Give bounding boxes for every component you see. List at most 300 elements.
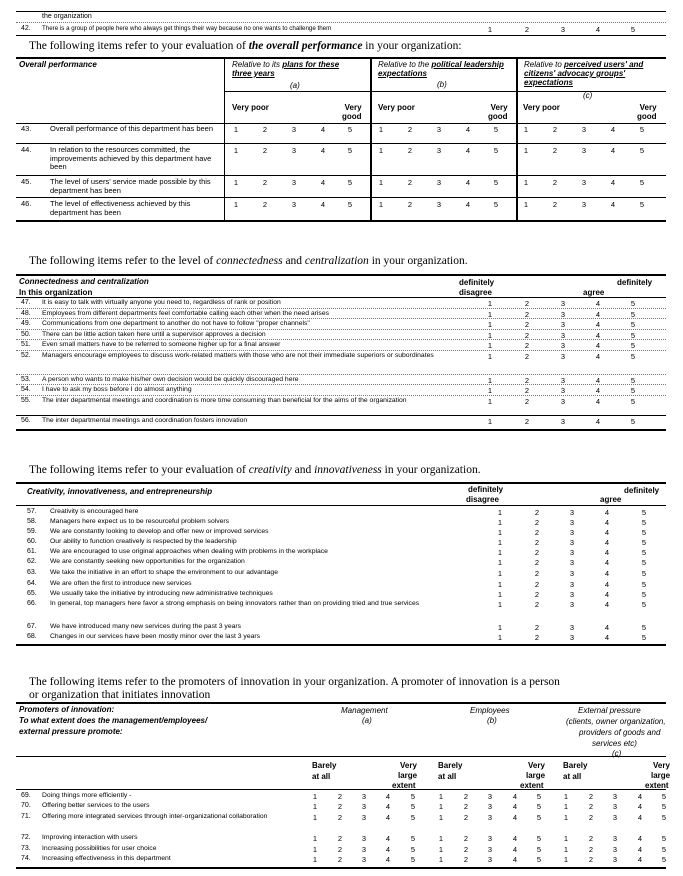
scale-option: 4 xyxy=(512,855,518,864)
scale-low-label: Very poor xyxy=(523,103,560,112)
scale-option: 2 xyxy=(524,310,530,319)
item-text: In general, top managers here favor a strong emphasis on being innovators rather than on providing tried and true services xyxy=(50,600,420,607)
section-subtitle: In this organization xyxy=(19,288,93,297)
scale-option: 5 xyxy=(410,855,416,864)
row-divider xyxy=(16,350,666,351)
row-divider xyxy=(16,339,666,340)
scale-option: 3 xyxy=(291,146,297,155)
scale-option: 5 xyxy=(661,855,667,864)
scale-option: 3 xyxy=(487,845,493,854)
scale-option: 3 xyxy=(436,178,442,187)
scale-option: 4 xyxy=(637,802,643,811)
scale-option: 3 xyxy=(569,518,575,527)
scale-option: 1 xyxy=(523,178,529,187)
section-title: Connectedness and centralization xyxy=(19,277,149,286)
scale-option: 5 xyxy=(630,352,636,361)
scale-option: 3 xyxy=(569,600,575,609)
scale-option: 1 xyxy=(487,310,493,319)
scale-option: 1 xyxy=(312,845,318,854)
scale-option: 2 xyxy=(524,320,530,329)
scale-option: 3 xyxy=(487,792,493,801)
section-title: Promoters of innovation: xyxy=(19,705,115,714)
item-number: 74. xyxy=(21,855,31,862)
item-number: 62. xyxy=(27,558,37,565)
scale-option: 4 xyxy=(604,633,610,642)
scale-option: 4 xyxy=(512,802,518,811)
scale-option: 1 xyxy=(563,834,569,843)
scale-option: 1 xyxy=(312,792,318,801)
table-bottom-rule xyxy=(16,429,666,431)
scale-option: 3 xyxy=(569,590,575,599)
item-text: A person who wants to make his/her own decision would be quickly discouraged here xyxy=(42,376,299,383)
item-text: Offering more integrated services through inter-organizational collaboration xyxy=(42,813,268,820)
scale-option: 5 xyxy=(630,417,636,426)
section-intro: The following items refer to the level of connectedness and centralization in your organization. xyxy=(29,255,468,267)
scale-high-label: Very good xyxy=(342,103,362,121)
scale-option: 4 xyxy=(637,845,643,854)
scale-option: 5 xyxy=(641,518,647,527)
scale-low-label: disagree xyxy=(466,495,499,504)
scale-high-label: large xyxy=(651,771,671,780)
scale-option: 3 xyxy=(436,125,442,134)
scale-option: 5 xyxy=(661,845,667,854)
scale-option: 5 xyxy=(410,802,416,811)
scale-option: 2 xyxy=(463,792,469,801)
item-text: We have introduced many new services during the past 3 years xyxy=(50,623,242,630)
scale-option: 2 xyxy=(337,792,343,801)
scale-option: 3 xyxy=(581,146,587,155)
scale-option: 5 xyxy=(661,792,667,801)
column-c-header: providers of goods and xyxy=(579,728,661,737)
scale-option: 5 xyxy=(661,834,667,843)
item-number: 61. xyxy=(27,548,37,555)
scale-option: 2 xyxy=(337,855,343,864)
item-text: There can be little action taken here until a supervisor approves a decision xyxy=(42,331,266,338)
scale-option: 5 xyxy=(536,802,542,811)
scale-option: 1 xyxy=(487,320,493,329)
scale-high-label: Very xyxy=(528,761,545,770)
scale-option: 4 xyxy=(595,376,601,385)
item-text: The level of effectiveness achieved by this department has been xyxy=(50,199,191,217)
scale-option: 4 xyxy=(637,813,643,822)
item-number: 58. xyxy=(27,518,37,525)
scale-option: 3 xyxy=(291,125,297,134)
row-divider xyxy=(16,175,666,176)
scale-option: 2 xyxy=(262,200,268,209)
scale-option: 4 xyxy=(385,834,391,843)
scale-option: 3 xyxy=(487,802,493,811)
scale-option: 3 xyxy=(569,580,575,589)
item-number: 59. xyxy=(27,528,37,535)
scale-option: 1 xyxy=(497,538,503,547)
scale-option: 2 xyxy=(534,538,540,547)
scale-option: 5 xyxy=(630,310,636,319)
scale-option: 4 xyxy=(604,528,610,537)
scale-option: 4 xyxy=(465,146,471,155)
item-number: 48. xyxy=(21,310,31,317)
scale-option: 1 xyxy=(497,518,503,527)
scale-option: 5 xyxy=(493,125,499,134)
row-divider xyxy=(16,384,666,385)
item-text: Even small matters have to be referred to someone higher up for a final answer xyxy=(42,341,281,348)
scale-option: 3 xyxy=(560,299,566,308)
scale-option: 1 xyxy=(487,352,493,361)
scale-option: 1 xyxy=(312,802,318,811)
scale-option: 1 xyxy=(438,813,444,822)
scale-option: 5 xyxy=(639,125,645,134)
scale-option: 4 xyxy=(595,331,601,340)
item-number: 51. xyxy=(21,341,31,348)
row-divider xyxy=(16,395,666,396)
item-text: Overall performance of this department has been xyxy=(50,124,214,133)
scale-option: 3 xyxy=(560,310,566,319)
scale-option: 2 xyxy=(524,352,530,361)
scale-option: 1 xyxy=(312,855,318,864)
item-text: I have to ask my boss before I do almost anything xyxy=(42,386,192,393)
scale-option: 5 xyxy=(630,376,636,385)
scale-option: 2 xyxy=(534,548,540,557)
scale-option: 4 xyxy=(595,417,601,426)
scale-option: 5 xyxy=(410,792,416,801)
item-number: 64. xyxy=(27,580,37,587)
item-number: 70. xyxy=(21,802,31,809)
scale-option: 2 xyxy=(534,528,540,537)
item-text: Our ability to function creatively is respected by the leadership xyxy=(50,538,237,545)
scale-option: 2 xyxy=(337,813,343,822)
item-text: Increasing effectiveness in this department xyxy=(42,855,171,862)
item-number: 56. xyxy=(21,417,31,424)
scale-option: 5 xyxy=(630,25,636,34)
item-text: We take the initiative in an effort to shape the environment to our advantage xyxy=(50,569,278,576)
scale-option: 1 xyxy=(563,855,569,864)
section-intro: The following items refer to your evaluation of creativity and innovativeness in your organization. xyxy=(29,464,481,476)
scale-option: 2 xyxy=(534,623,540,632)
scale-option: 1 xyxy=(497,600,503,609)
scale-option: 4 xyxy=(595,299,601,308)
column-b-letter: (b) xyxy=(437,80,447,89)
scale-option: 4 xyxy=(604,508,610,517)
scale-option: 4 xyxy=(595,352,601,361)
scale-option: 1 xyxy=(378,125,384,134)
scale-low-label: Barely xyxy=(312,761,337,770)
scale-option: 2 xyxy=(534,558,540,567)
scale-option: 4 xyxy=(604,590,610,599)
scale-option: 3 xyxy=(569,508,575,517)
scale-option: 4 xyxy=(465,125,471,134)
row-divider xyxy=(16,35,666,36)
scale-option: 1 xyxy=(438,845,444,854)
scale-option: 1 xyxy=(523,146,529,155)
scale-option: 2 xyxy=(534,569,540,578)
row-divider xyxy=(16,329,666,330)
scale-option: 2 xyxy=(534,508,540,517)
scale-option: 4 xyxy=(595,25,601,34)
scale-high-label: Very good xyxy=(637,103,657,121)
scale-option: 1 xyxy=(438,855,444,864)
item-number: 68. xyxy=(27,633,37,640)
scale-option: 4 xyxy=(595,341,601,350)
header-rule xyxy=(16,789,666,790)
scale-option: 3 xyxy=(612,855,618,864)
scale-option: 3 xyxy=(487,855,493,864)
scale-option: 4 xyxy=(604,600,610,609)
scale-option: 1 xyxy=(563,813,569,822)
scale-option: 5 xyxy=(630,299,636,308)
scale-option: 4 xyxy=(465,200,471,209)
section-intro: The following items refer to your evaluation of the overall performance in your organization: xyxy=(29,40,462,52)
scale-option: 1 xyxy=(497,548,503,557)
scale-option: 3 xyxy=(361,792,367,801)
scale-option: 1 xyxy=(438,802,444,811)
scale-option: 2 xyxy=(262,146,268,155)
table-bottom-rule xyxy=(16,220,666,222)
scale-option: 5 xyxy=(347,125,353,134)
column-a-header: Management xyxy=(341,706,388,715)
item-text: The inter departmental meetings and coordination is more time consuming than beneficial for the aims of the organization xyxy=(42,397,407,404)
scale-option: 2 xyxy=(524,397,530,406)
scale-option: 5 xyxy=(639,146,645,155)
scale-option: 3 xyxy=(560,397,566,406)
item-text: Offering better services to the users xyxy=(42,802,150,809)
item-number: 66. xyxy=(27,600,37,607)
scale-option: 5 xyxy=(639,200,645,209)
scale-option: 3 xyxy=(581,200,587,209)
scale-option: 4 xyxy=(385,845,391,854)
scale-option: 4 xyxy=(604,580,610,589)
scale-option: 5 xyxy=(661,802,667,811)
item-number: 73. xyxy=(21,845,31,852)
scale-option: 5 xyxy=(536,792,542,801)
scale-option: 2 xyxy=(524,386,530,395)
scale-high-label: definitely xyxy=(624,486,660,495)
scale-option: 5 xyxy=(661,813,667,822)
scale-high-label: extent xyxy=(645,781,669,790)
scale-option: 3 xyxy=(560,417,566,426)
item-number: 45. xyxy=(21,177,32,186)
scale-option: 1 xyxy=(233,125,239,134)
scale-option: 4 xyxy=(595,386,601,395)
item-number: 67. xyxy=(27,623,37,630)
scale-option: 5 xyxy=(641,600,647,609)
scale-high-label: agree xyxy=(600,495,622,504)
item-text: Managers encourage employees to discuss work-related matters with those who are not their immediate superiors or subordinates xyxy=(42,352,434,359)
scale-option: 1 xyxy=(378,146,384,155)
column-c-header: External pressure xyxy=(578,706,641,715)
scale-option: 2 xyxy=(463,845,469,854)
scale-option: 1 xyxy=(312,834,318,843)
scale-option: 3 xyxy=(569,623,575,632)
scale-option: 4 xyxy=(610,178,616,187)
table-top-rule xyxy=(16,274,666,276)
scale-option: 1 xyxy=(523,200,529,209)
scale-option: 1 xyxy=(233,146,239,155)
scale-option: 1 xyxy=(497,580,503,589)
scale-option: 5 xyxy=(493,146,499,155)
section-title: Overall performance xyxy=(19,60,97,69)
scale-option: 5 xyxy=(641,580,647,589)
scale-option: 1 xyxy=(487,397,493,406)
row-divider xyxy=(16,318,666,319)
scale-low-label: definitely xyxy=(468,485,504,494)
scale-option: 4 xyxy=(320,178,326,187)
scale-option: 3 xyxy=(361,855,367,864)
scale-option: 5 xyxy=(536,813,542,822)
scale-option: 4 xyxy=(604,518,610,527)
scale-option: 2 xyxy=(552,146,558,155)
scale-option: 5 xyxy=(410,813,416,822)
scale-option: 1 xyxy=(312,813,318,822)
column-c-letter: (c) xyxy=(583,91,593,100)
column-c-header: (clients, owner organization, xyxy=(566,717,666,726)
scale-option: 2 xyxy=(552,178,558,187)
item-text: We are often the first to introduce new services xyxy=(50,580,192,587)
scale-high-label: Very xyxy=(653,761,670,770)
scale-option: 1 xyxy=(487,417,493,426)
column-b-header: Employees xyxy=(470,706,510,715)
item-text: We are encouraged to use original approaches when dealing with problems in the workplace xyxy=(50,548,328,555)
scale-option: 5 xyxy=(639,178,645,187)
scale-option: 2 xyxy=(588,792,594,801)
scale-option: 5 xyxy=(641,538,647,547)
scale-option: 4 xyxy=(512,845,518,854)
section-intro: The following items refer to the promoters of innovation in your organization. A promoter of innovation is a person xyxy=(29,676,560,688)
scale-option: 4 xyxy=(595,310,601,319)
row-divider xyxy=(16,22,666,23)
scale-option: 5 xyxy=(347,178,353,187)
scale-option: 4 xyxy=(320,146,326,155)
scale-option: 4 xyxy=(604,569,610,578)
column-c-header: services etc) xyxy=(592,739,637,748)
scale-option: 4 xyxy=(637,855,643,864)
item-text: We are constantly looking to develop and offer new or improved services xyxy=(50,528,269,535)
scale-option: 3 xyxy=(612,813,618,822)
scale-option: 2 xyxy=(524,299,530,308)
scale-option: 2 xyxy=(524,341,530,350)
section-title: To what extent does the management/employees/ xyxy=(19,716,208,725)
item-number: 52. xyxy=(21,352,31,359)
item-text: Managers here expect us to be resourceful problem solvers xyxy=(50,518,230,525)
item-number: 53. xyxy=(21,376,31,383)
scale-option: 2 xyxy=(524,417,530,426)
scale-option: 3 xyxy=(487,834,493,843)
table-top-rule xyxy=(16,57,666,59)
scale-option: 3 xyxy=(569,538,575,547)
scale-option: 3 xyxy=(560,341,566,350)
scale-option: 2 xyxy=(524,376,530,385)
section-title: external pressure promote: xyxy=(19,727,123,736)
scale-option: 1 xyxy=(233,200,239,209)
item-text: Creativity is encouraged here xyxy=(50,508,139,515)
item-number: 46. xyxy=(21,199,32,208)
scale-option: 3 xyxy=(361,845,367,854)
scale-option: 2 xyxy=(463,802,469,811)
item-text: Doing things more efficiently - xyxy=(42,792,132,799)
header-rule xyxy=(224,91,666,92)
scale-option: 1 xyxy=(497,508,503,517)
scale-option: 5 xyxy=(641,569,647,578)
item-text: We are constantly seeking new opportunities for the organization xyxy=(50,558,245,565)
scale-high-label: Very good xyxy=(488,103,508,121)
scale-option: 4 xyxy=(604,558,610,567)
row-divider xyxy=(16,308,666,309)
scale-option: 4 xyxy=(385,813,391,822)
item-text: In relation to the resources committed, the improvements achieved by this department have been xyxy=(50,145,212,171)
scale-option: 4 xyxy=(610,125,616,134)
scale-high-label: large xyxy=(526,771,546,780)
header-rule xyxy=(16,297,666,298)
table-bottom-rule xyxy=(16,867,666,869)
scale-option: 3 xyxy=(361,813,367,822)
scale-low-label: Very poor xyxy=(378,103,415,112)
scale-option: 4 xyxy=(604,538,610,547)
item-number: 57. xyxy=(27,508,37,515)
scale-option: 4 xyxy=(595,397,601,406)
item-text: The level of users' service made possible by this department has been xyxy=(50,177,211,195)
scale-option: 2 xyxy=(463,834,469,843)
scale-option: 1 xyxy=(378,200,384,209)
item-number: 43. xyxy=(21,124,32,133)
item-number: 42. xyxy=(21,25,31,32)
section-intro: or organization that initiates innovation xyxy=(29,689,211,701)
scale-option: 5 xyxy=(630,320,636,329)
scale-option: 1 xyxy=(487,331,493,340)
item-text: The inter departmental meetings and coordination fosters innovation xyxy=(42,417,248,424)
scale-low-label: definitely xyxy=(459,278,495,287)
scale-option: 5 xyxy=(536,834,542,843)
scale-option: 2 xyxy=(407,146,413,155)
scale-option: 2 xyxy=(337,802,343,811)
scale-option: 4 xyxy=(320,200,326,209)
scale-option: 5 xyxy=(630,386,636,395)
scale-option: 2 xyxy=(262,125,268,134)
scale-option: 1 xyxy=(497,558,503,567)
scale-option: 1 xyxy=(487,341,493,350)
item-number: 50. xyxy=(21,331,31,338)
scale-option: 3 xyxy=(291,178,297,187)
item-number: 44. xyxy=(21,145,32,154)
table-top-rule xyxy=(16,482,666,484)
item-text: We usually take the initiative by introducing new administrative techniques xyxy=(50,590,273,597)
scale-option: 2 xyxy=(534,580,540,589)
scale-option: 5 xyxy=(347,146,353,155)
scale-option: 1 xyxy=(563,792,569,801)
item-number: 54. xyxy=(21,386,31,393)
scale-option: 2 xyxy=(337,845,343,854)
item-number: 72. xyxy=(21,834,31,841)
scale-option: 2 xyxy=(588,855,594,864)
scale-option: 3 xyxy=(361,802,367,811)
scale-option: 5 xyxy=(536,845,542,854)
column-c-header: Relative to perceived users' and citizens' advocacy groups' expectations xyxy=(524,60,644,87)
scale-option: 3 xyxy=(291,200,297,209)
top-rule xyxy=(16,11,666,12)
scale-option: 5 xyxy=(536,855,542,864)
item-text: Increasing possibilities for user choice xyxy=(42,845,157,852)
column-b-letter: (b) xyxy=(487,716,497,725)
item-text: Employees from different departments feel comfortable calling each other when the need arises xyxy=(42,310,330,317)
scale-option: 2 xyxy=(588,802,594,811)
item-number: 49. xyxy=(21,320,31,327)
scale-option: 5 xyxy=(641,508,647,517)
scale-option: 1 xyxy=(497,528,503,537)
scale-option: 1 xyxy=(233,178,239,187)
scale-option: 3 xyxy=(581,178,587,187)
scale-low-label: Very poor xyxy=(232,103,269,112)
scale-option: 5 xyxy=(493,200,499,209)
fragment-text: the organization xyxy=(42,13,92,20)
scale-option: 3 xyxy=(569,528,575,537)
scale-option: 2 xyxy=(534,518,540,527)
